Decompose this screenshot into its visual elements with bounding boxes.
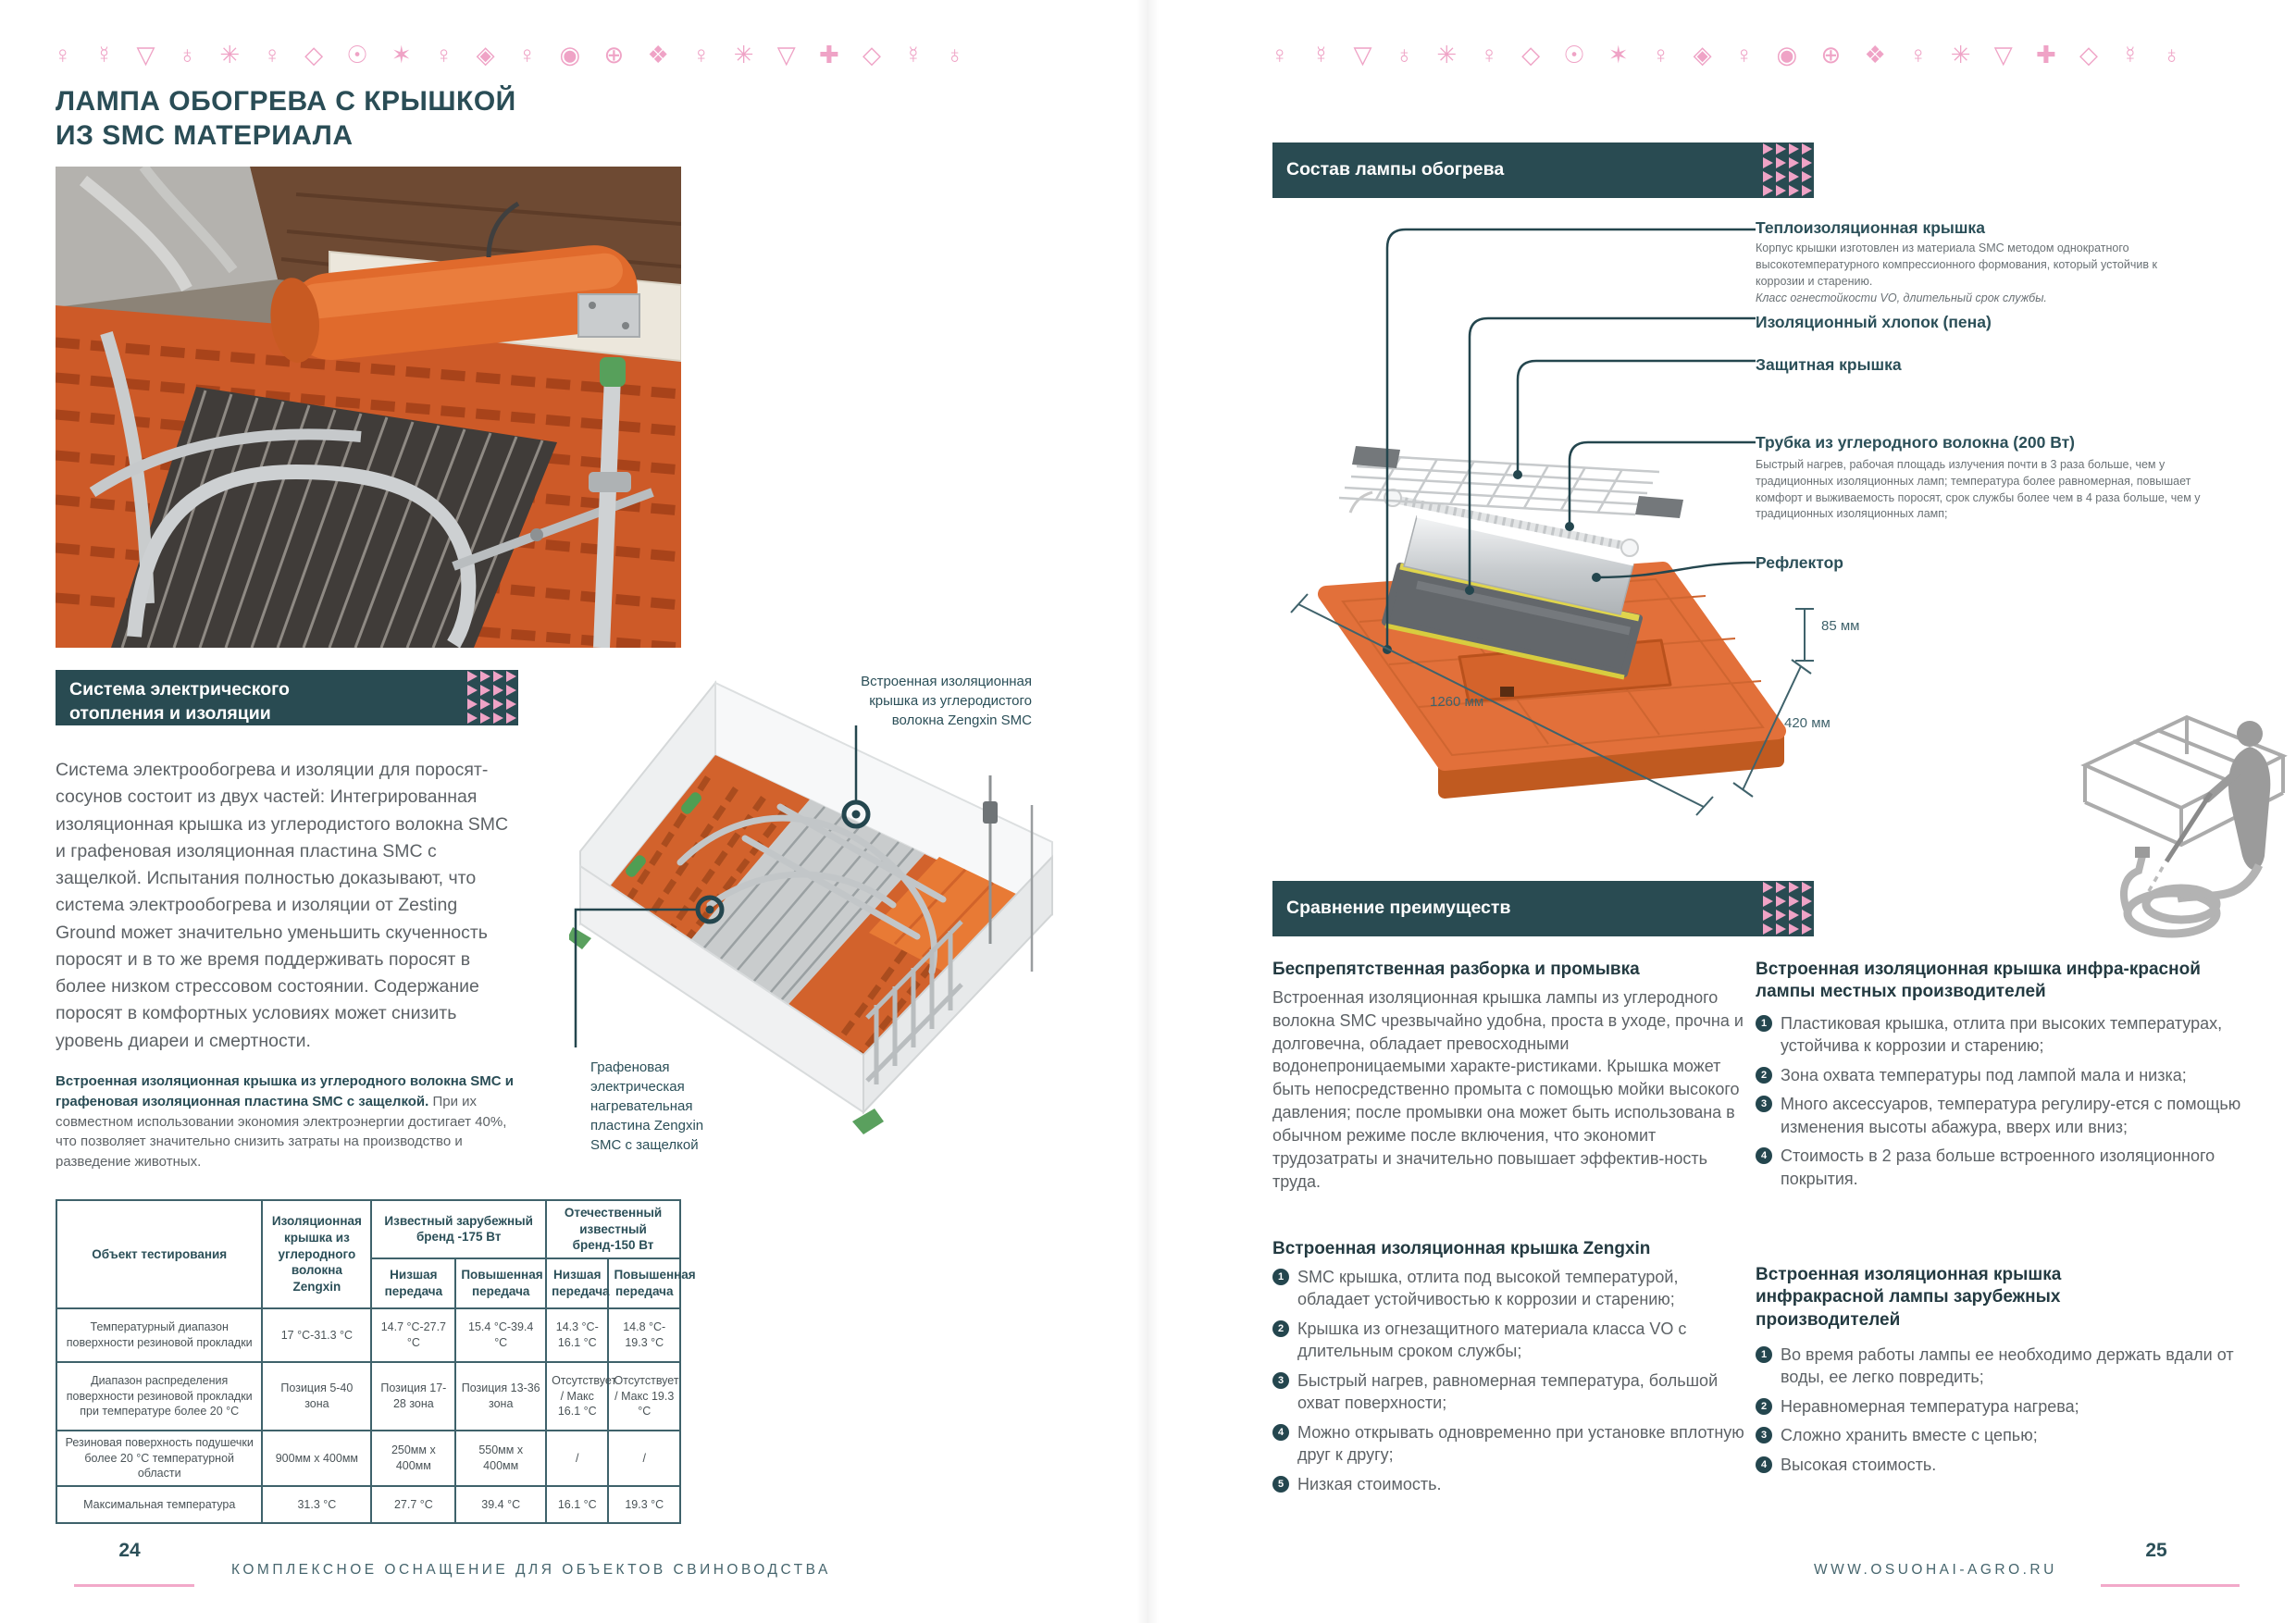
ornament-strip-right: ♀ ☿ ▽ ♁ ✳ ♀ ◇ ☉ ✶ ♀ ◈ ♀ ◉ ⊕ ❖ ♀ ✳ ▽ ✚ ◇ ☿ ♁ [1271, 41, 2190, 68]
figure-label-plate-line: Графеновая [590, 1059, 670, 1075]
list-item [1756, 1424, 2244, 1446]
dimension-height: 85 мм [1821, 618, 1860, 634]
number-badge: 2 [1272, 1320, 1289, 1337]
footer-website: WWW.OSUOHAI-AGRO.RU [1814, 1562, 2057, 1578]
table-header-foreign-brand: Известный зарубежный бренд -175 Вт [371, 1200, 546, 1258]
table-header-object: Объект тестирования [56, 1200, 262, 1308]
page-gutter [1136, 0, 1159, 1623]
list-item [1756, 1454, 2244, 1476]
section-header-line2: отопления и изоляции [69, 702, 271, 724]
list-item-text: Можно открывать одновременно при установке вплотную друг к другу; [1297, 1422, 1744, 1465]
cell: 16.1 °C [546, 1486, 608, 1523]
section-header-line1: Система электрического [69, 679, 290, 700]
figure-label-cover-line: крышка из углеродистого [869, 693, 1032, 709]
figure-label-plate-line: пластина Zengxin [590, 1118, 704, 1134]
cell: / [546, 1431, 608, 1486]
annotation-text-carbon-tube: Быстрый нагрев, рабочая площадь излучения почти в 3 раза больше, чем у традиционных изоляционных ламп; температура более равномерная, повышает комфорт и выживаемость поросят, срок службы более чем в 4 раза больше, чем у традиционных изоляционных ламп; [1756, 458, 2201, 521]
cell: 19.3 °C [608, 1486, 680, 1523]
table-subheader-high-1: Повышенная передача [455, 1258, 546, 1308]
figure-label-plate [590, 1058, 748, 1155]
number-badge: 1 [1756, 1015, 1772, 1032]
page-number-left: 24 [118, 1540, 141, 1561]
number-badge: 1 [1756, 1346, 1772, 1363]
table-row [56, 1308, 680, 1362]
dimension-width: 420 мм [1784, 715, 1831, 731]
table-row [56, 1431, 680, 1486]
annotation-title-foam: Изоляционный хлопок (пена) [1756, 313, 1992, 331]
cell: Отсутствует / Макс 19.3 °C [608, 1362, 680, 1431]
local-lamps-list [1756, 1012, 2244, 1196]
cell: 15.4 °C-39.4 °C [455, 1308, 546, 1362]
triangle-pattern-icon [1762, 142, 1814, 198]
number-badge: 4 [1756, 1147, 1772, 1164]
note-paragraph [56, 1072, 526, 1172]
intro-paragraph: Система электрообогрева и изоляции для поросят-сосунов состоит из двух частей: Интегрированная изоляционная крышка из углеродистого волокна SMC и графеновая изоляционная пластина SMC с защелкой. Испытания полностью доказывают, что система электрообогрева и изоляции от Zesting Ground может значительно уменьшить скученность поросят и в то же время поддерживать поросят в более низком стрессовом состоянии. Содержание поросят в комфортных условиях может снизить уровень диареи и смертности. [56, 760, 509, 1051]
number-badge: 2 [1756, 1398, 1772, 1415]
number-badge: 2 [1756, 1067, 1772, 1084]
cell: Позиция 5-40 зона [262, 1362, 371, 1431]
row-label: Диапазон распределения поверхности резиновой прокладки при температуре более 20 °C [56, 1362, 262, 1431]
list-item-text: Быстрый нагрев, равномерная температура, большой охват поверхности; [1297, 1370, 1719, 1413]
number-badge: 3 [1272, 1372, 1289, 1389]
list-item-text: Много аксессуаров, температура регулиру-ется с помощью изменения высоты абажура, вверх или вниз; [1781, 1095, 2241, 1136]
section-header-comparison [1272, 881, 1814, 936]
page-title [56, 85, 516, 153]
row-label: Резиновая поверхность подушечки более 20 °C температурной области [56, 1431, 262, 1486]
block-title-local-lamps: Встроенная изоляционная крышка инфра-красной лампы местных производителей [1756, 960, 2201, 1002]
annotation-title-protective-cover: Защитная крышка [1756, 355, 1902, 374]
list-item [1756, 1344, 2244, 1389]
washing-illustration [2068, 680, 2296, 985]
table-row [56, 1486, 680, 1523]
section-header-lamp-text: Состав лампы обогрева [1286, 159, 1505, 180]
triangle-pattern-icon [1762, 881, 1814, 936]
cell: / [608, 1431, 680, 1486]
row-label: Температурный диапазон поверхности резиновой прокладки [56, 1308, 262, 1362]
section-header-comparison-text: Сравнение преимуществ [1286, 898, 1511, 918]
block-title-washing: Беспрепятственная разборка и промывка [1272, 960, 1640, 979]
block-title-foreign-lamps: Встроенная изоляционная крышка инфракрасной лампы зарубежных производителей [1756, 1265, 2062, 1330]
footer-line-left [74, 1584, 194, 1587]
note-regular-text: При их совместном использовании экономия электроэнергии достигает 40%, что позволяет значительно снизить затраты на производство и разведение животных. [56, 1093, 507, 1170]
list-item-text: Высокая стоимость. [1781, 1455, 1937, 1474]
cell: 27.7 °C [371, 1486, 455, 1523]
list-item [1272, 1473, 1749, 1495]
annotation-title-insulation-cover: Теплоизоляционная крышка [1756, 218, 1985, 237]
table-header-domestic-brand: Отечественный известный бренд-150 Вт [546, 1200, 680, 1258]
list-item-text: Пластиковая крышка, отлита при высоких температурах, устойчива к коррозии и старению; [1781, 1014, 2223, 1056]
page-title-line2: ИЗ SMC МАТЕРИАЛА [56, 119, 354, 151]
row-label: Максимальная температура [56, 1486, 262, 1523]
table-subheader-low-2: Низшая передача [546, 1258, 608, 1308]
cell: 14.3 °C-16.1 °C [546, 1308, 608, 1362]
cell: 250мм x 400мм [371, 1431, 455, 1486]
number-badge: 1 [1272, 1269, 1289, 1285]
dimension-length: 1260 мм [1430, 694, 1484, 710]
annotation-title-reflector: Рефлектор [1756, 553, 1843, 572]
table-subheader-high-2: Повышенная передача [608, 1258, 680, 1308]
list-item [1272, 1421, 1749, 1467]
table-header-zengxin-cover: Изоляционная крышка из углеродного волокна Zengxin [262, 1200, 371, 1308]
list-item [1272, 1369, 1749, 1415]
number-badge: 4 [1756, 1456, 1772, 1473]
list-item-text: Стоимость в 2 раза больше встроенного изоляционного покрытия. [1781, 1146, 2215, 1188]
list-item [1756, 1145, 2244, 1190]
list-item-text: SMC крышка, отлита под высокой температурой, обладает устойчивостью к коррозии и старению; [1297, 1268, 1679, 1309]
table-subheader-low-1: Низшая передача [371, 1258, 455, 1308]
cell: 31.3 °C [262, 1486, 371, 1523]
page-number-right: 25 [2145, 1540, 2167, 1561]
cell: 39.4 °C [455, 1486, 546, 1523]
list-item-text: Во время работы лампы ее необходимо держать вдали от воды, ее легко повредить; [1781, 1345, 2234, 1387]
block-text-washing: Встроенная изоляционная крышка лампы из углеродного волокна SMC чрезвычайно удобна, проста в уходе, прочна и долговечна, обладает превосходными водонепроницаемыми характе-ристиками. Крышка может быть непосредственно промыта с помощью мойки высокого давления; после промывки она может быть использована в обычном режиме после включения, что экономит трудозатраты и значительно повышает эффектив-ность труда. [1272, 988, 1744, 1191]
cell: 14.8 °C-19.3 °C [608, 1308, 680, 1362]
list-item-text: Сложно хранить вместе с цепью; [1781, 1426, 2038, 1445]
list-item [1272, 1318, 1749, 1363]
number-badge: 3 [1756, 1096, 1772, 1112]
cell: Позиция 13-36 зона [455, 1362, 546, 1431]
number-badge: 3 [1756, 1427, 1772, 1443]
cell: Позиция 17-28 зона [371, 1362, 455, 1431]
annotation-title-carbon-tube: Трубка из углеродного волокна (200 Вт) [1756, 433, 2076, 452]
list-item [1272, 1266, 1749, 1311]
section-header-lamp-composition [1272, 142, 1814, 198]
foreign-lamps-list [1756, 1344, 2244, 1482]
cell: 14.7 °C-27.7 °C [371, 1308, 455, 1362]
list-item-text: Низкая стоимость. [1297, 1474, 1442, 1493]
figure-label-plate-line: SMC с защелкой [590, 1137, 699, 1153]
list-item [1756, 1395, 2244, 1418]
figure-label-plate-line: электрическая [590, 1079, 685, 1095]
list-item [1756, 1093, 2244, 1138]
number-badge: 5 [1272, 1476, 1289, 1493]
list-item [1756, 1064, 2244, 1086]
test-comparison-table [56, 1199, 696, 1524]
figure-label-cover-line: волокна Zengxin SMC [891, 712, 1032, 728]
table-row [56, 1362, 680, 1431]
annotation-text-insulation-cover: Корпус крышки изготовлен из материала SMC методом однократного высокотемпературного компрессионного формования, который устойчив к коррозии и старению. [1756, 242, 2157, 288]
exploded-lamp-diagram [1271, 222, 1818, 824]
zengxin-advantages-list [1272, 1266, 1749, 1502]
list-item [1756, 1012, 2244, 1058]
cell: 550мм x 400мм [455, 1431, 546, 1486]
ornament-strip-left: ♀ ☿ ▽ ♁ ✳ ♀ ◇ ☉ ✶ ♀ ◈ ♀ ◉ ⊕ ❖ ♀ ✳ ▽ ✚ ◇ ☿ ♁ [54, 41, 973, 68]
list-item-text: Зона охвата температуры под лампой мала и низка; [1781, 1065, 2187, 1084]
footer-line-right [2101, 1584, 2240, 1587]
annotation-italic-fire-class: Класс огнестойкости VO, длительный срок службы. [1756, 291, 2047, 304]
block-title-zengxin-cover: Встроенная изоляционная крышка Zengxin [1272, 1239, 1651, 1258]
cell: 17 °C-31.3 °C [262, 1308, 371, 1362]
number-badge: 4 [1272, 1424, 1289, 1441]
page-title-line1: ЛАМПА ОБОГРЕВА С КРЫШКОЙ [56, 86, 516, 117]
list-item-text: Крышка из огнезащитного материала класса VO с длительным сроком службы; [1297, 1319, 1687, 1361]
figure-label-cover-line: Встроенная изоляционная [861, 674, 1032, 689]
triangle-pattern-icon [466, 670, 518, 725]
list-item-text: Неравномерная температура нагрева; [1781, 1396, 2079, 1416]
footer-slogan: КОМПЛЕКСНОЕ ОСНАЩЕНИЕ ДЛЯ ОБЪЕКТОВ СВИНОВОДСТВА [231, 1562, 831, 1578]
cell: Отсутствует / Макс 16.1 °C [546, 1362, 608, 1431]
figure-label-plate-line: нагревательная [590, 1098, 693, 1114]
note-bold-text: Встроенная изоляционная крышка из углеродного волокна SMC и графеновая изоляционная пластина SMC с защелкой. [56, 1073, 515, 1109]
cell: 900мм x 400мм [262, 1431, 371, 1486]
photo-heating-lamp [56, 167, 681, 648]
section-header-heating-system [56, 670, 518, 725]
